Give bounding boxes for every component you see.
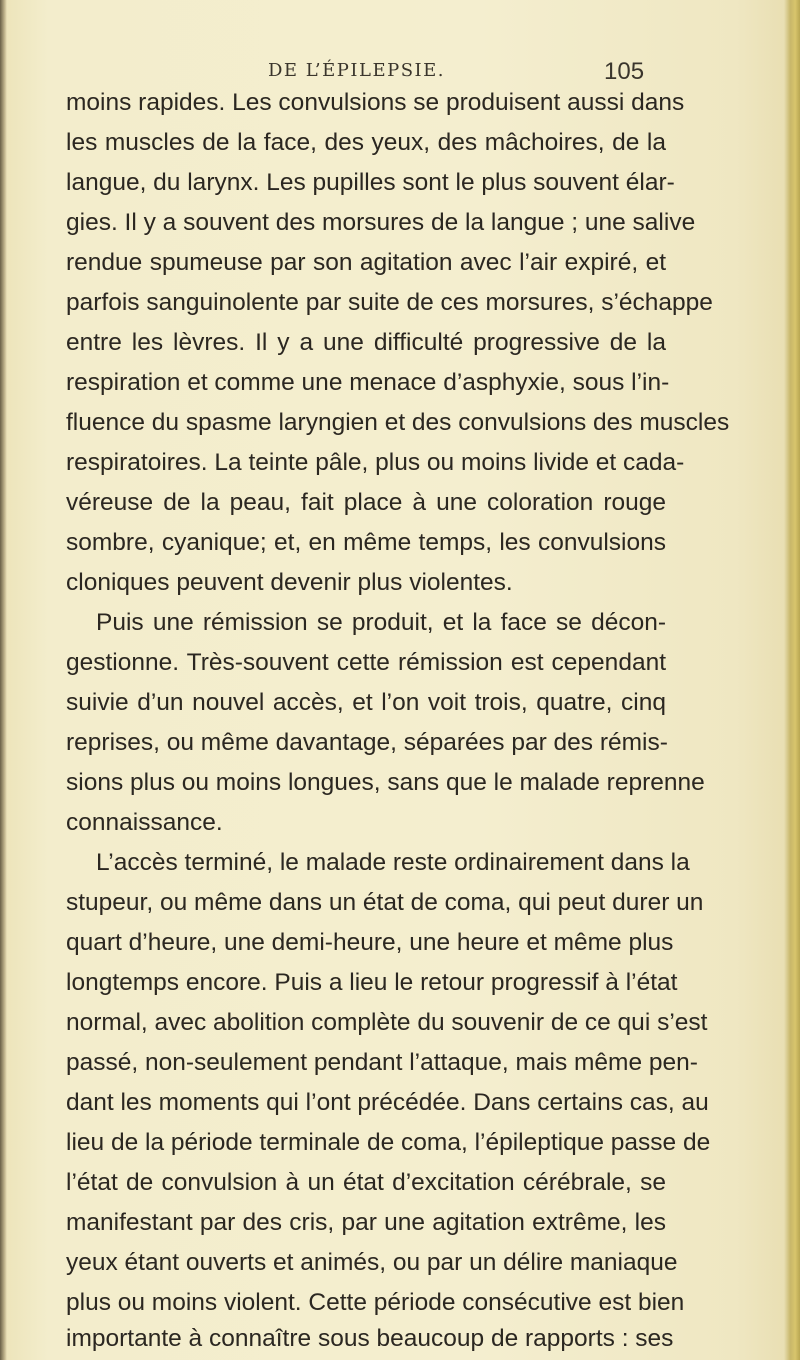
text-line: l’état de convulsion à un état d’excitation cérébrale, se <box>66 1169 666 1196</box>
text-line: plus ou moins violent. Cette période consécutive est bien <box>66 1289 685 1316</box>
text-line: parfois sanguinolente par suite de ces morsures, s’échappe <box>66 289 713 316</box>
text-line: cloniques peuvent devenir plus violentes. <box>66 569 513 596</box>
text-line: connaissance. <box>66 809 223 836</box>
text-line: Puis une rémission se produit, et la face se décon- <box>96 609 666 636</box>
text-line: normal, avec abolition complète du souvenir de ce qui s’est <box>66 1009 708 1036</box>
text-line: importante à connaître sous beaucoup de rapports : ses <box>66 1325 674 1352</box>
text-line: manifestant par des cris, par une agitation extrême, les <box>66 1209 666 1236</box>
text-line: stupeur, ou même dans un état de coma, qui peut durer un <box>66 889 704 916</box>
running-title: DE L’ÉPILEPSIE. <box>268 60 446 81</box>
text-line: respiration et comme une menace d’asphyxie, sous l’in- <box>66 369 670 396</box>
text-line: sions plus ou moins longues, sans que le malade reprenne <box>66 769 705 796</box>
page-number: 105 <box>604 58 645 85</box>
text-line: moins rapides. Les convulsions se produisent aussi dans <box>66 89 685 116</box>
text-line: respiratoires. La teinte pâle, plus ou moins livide et cada- <box>66 449 685 476</box>
text-line: langue, du larynx. Les pupilles sont le plus souvent élar- <box>66 169 675 196</box>
text-line: entre les lèvres. Il y a une difficulté progressive de la <box>66 329 666 356</box>
text-line: gies. Il y a souvent des morsures de la langue ; une salive <box>66 209 696 236</box>
text-line: dant les moments qui l’ont précédée. Dans certains cas, au <box>66 1089 709 1116</box>
text-line: L’accès terminé, le malade reste ordinairement dans la <box>96 849 690 876</box>
text-line: gestionne. Très-souvent cette rémission est cependant <box>66 649 666 676</box>
text-line: longtemps encore. Puis a lieu le retour progressif à l’état <box>66 969 678 996</box>
text-line: passé, non-seulement pendant l’attaque, mais même pen- <box>66 1049 698 1076</box>
text-line: les muscles de la face, des yeux, des mâchoires, de la <box>66 129 666 156</box>
text-line: yeux étant ouverts et animés, ou par un délire maniaque <box>66 1249 678 1276</box>
text-line: reprises, ou même davantage, séparées par des rémis- <box>66 729 668 756</box>
text-line: quart d’heure, une demi-heure, une heure et même plus <box>66 929 674 956</box>
text-line: suivie d’un nouvel accès, et l’on voit trois, quatre, cinq <box>66 689 666 716</box>
text-line: rendue spumeuse par son agitation avec l’air expiré, et <box>66 249 666 276</box>
text-line: lieu de la période terminale de coma, l’épileptique passe de <box>66 1129 711 1156</box>
text-line: fluence du spasme laryngien et des convulsions des muscles <box>66 409 730 436</box>
text-line: sombre, cyanique; et, en même temps, les convulsions <box>66 529 666 556</box>
text-line: véreuse de la peau, fait place à une coloration rouge <box>66 489 666 516</box>
